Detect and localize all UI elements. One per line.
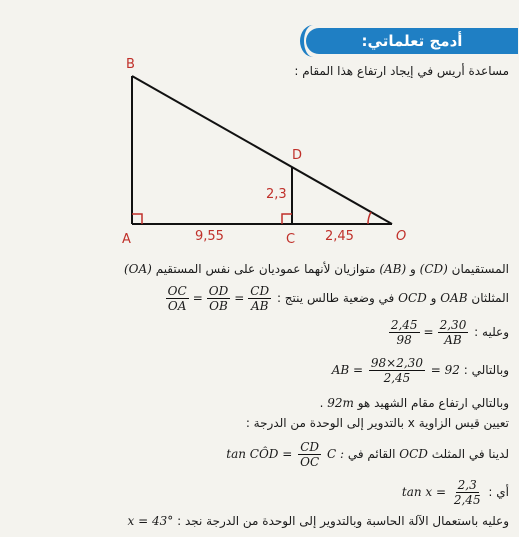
label-d: D (292, 148, 303, 163)
ab-equation: AB = $\frac{98\times 2,30}{2,45}$ = 92 (331, 356, 460, 385)
tan-cod-equation: tan CÔD = $\frac{CD}{OC}$ (226, 440, 320, 469)
intro-text: مساعدة أريس في إيجاد ارتفاع هذا المقام : (294, 64, 509, 78)
thales-ratios: $\frac{OC}{OA}$ = $\frac{OD}{OB}$ = $\frac{CD}{AB}$ (167, 284, 270, 313)
ratio-statement: وعليه : $\frac{2,45}{98}$ = $\frac{2,30}{AB}$ (387, 318, 509, 347)
parallel-statement: المستقيمان (CD) و (AB) متوازيان لأنهما عموديان على نفس المستقيم (OA) (124, 262, 509, 276)
label-b: B (126, 57, 135, 72)
measure-cd: 2,3 (266, 187, 287, 202)
ab-calculation: وبالتالي : AB = $\frac{98\times 2,30}{2,45}$ = 92 (331, 356, 509, 385)
height-result: وبالتالي ارتفاع مقام الشهيد هو 92m . (319, 396, 509, 410)
thales-statement: المثلثان OAB و OCD في وضعية طالس ينتج : $\frac{OC}{OA}$ = $\frac{OD}{OB}$ = $\frac{CD}{AB}$ (164, 284, 509, 313)
tan-x-equation: tan x = $\frac{2,3}{2,45}$ (401, 478, 481, 507)
final-result: وعليه باستعمال الآلة الحاسبة وبالتدوير إلى الوحدة من الدرجة نجد : x = 43° (127, 514, 509, 528)
label-o: O (396, 229, 407, 244)
right-angle-c (282, 214, 292, 224)
measure-co: 2,45 (325, 229, 354, 244)
label-a: A (122, 232, 131, 247)
right-angle-a (132, 214, 142, 224)
section-title: أدمج تعلماتي: (361, 32, 463, 50)
measure-ac: 9,55 (195, 229, 224, 244)
angle-task: تعيين قيس الزاوية x بالتدوير إلى الوحدة من الدرجة : (245, 416, 509, 430)
ratio-equation: $\frac{2,45}{98}$ = $\frac{2,30}{AB}$ (390, 318, 467, 347)
segment-bo (132, 76, 392, 224)
label-c: C (286, 232, 296, 247)
geometry-figure (100, 50, 430, 250)
tan-x-statement: أي : tan x = $\frac{2,3}{2,45}$ (401, 478, 509, 507)
tan-cod-statement: لدينا في المثلث OCD القائم في C : tan CÔD = $\frac{CD}{OC}$ (226, 440, 509, 469)
angle-x-arc (368, 212, 371, 224)
